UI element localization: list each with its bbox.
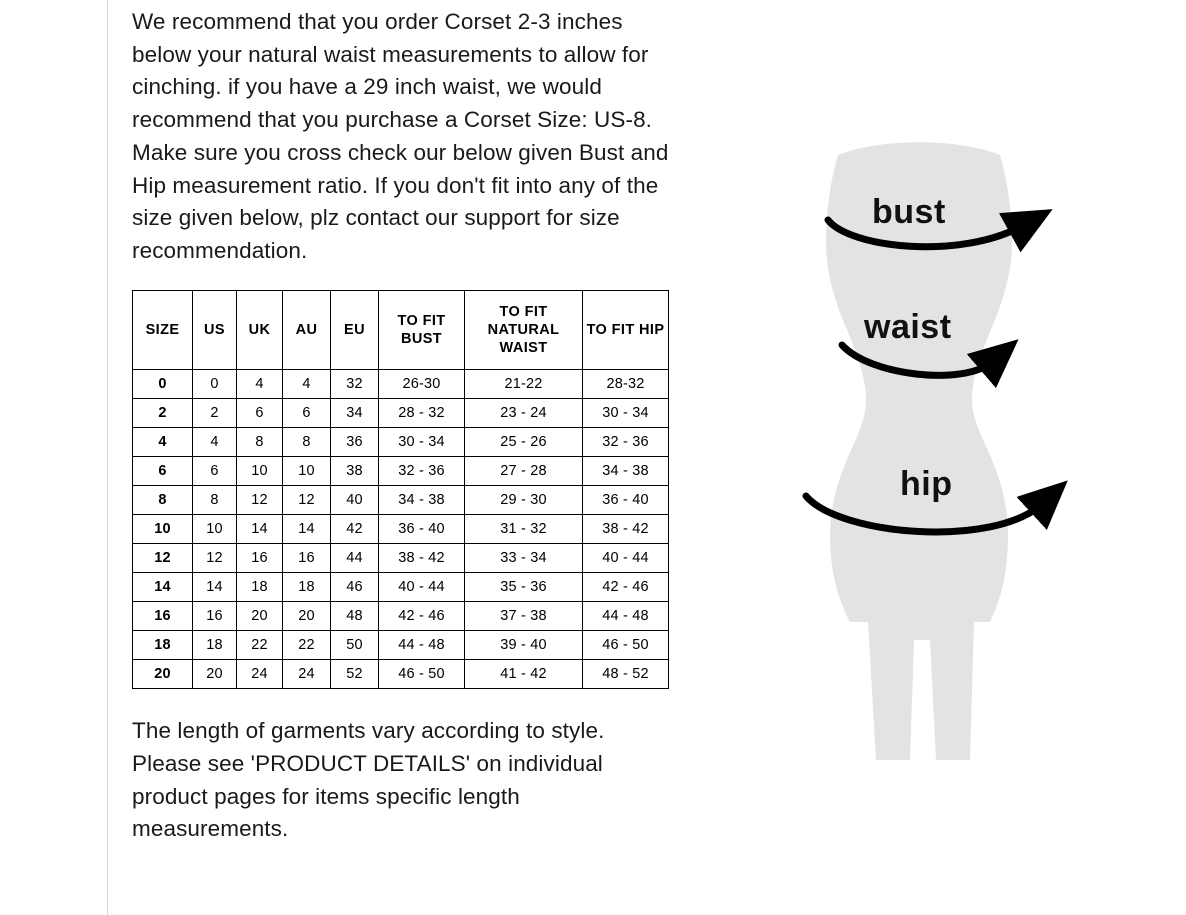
cell-eu: 48 <box>331 602 379 631</box>
cell-eu: 40 <box>331 486 379 515</box>
cell-au: 12 <box>283 486 331 515</box>
cell-natural-waist: 33 - 34 <box>465 544 583 573</box>
cell-natural-waist: 29 - 30 <box>465 486 583 515</box>
cell-bust: 28 - 32 <box>379 399 465 428</box>
cell-bust: 30 - 34 <box>379 428 465 457</box>
table-row <box>133 660 669 689</box>
cell-us: 0 <box>193 370 237 399</box>
cell-natural-waist: 37 - 38 <box>465 602 583 631</box>
cell-bust: 46 - 50 <box>379 660 465 689</box>
cell-hip: 42 - 46 <box>583 573 669 602</box>
cell-hip: 38 - 42 <box>583 515 669 544</box>
cell-natural-waist: 41 - 42 <box>465 660 583 689</box>
cell-bust: 34 - 38 <box>379 486 465 515</box>
cell-eu: 34 <box>331 399 379 428</box>
table-row <box>133 457 669 486</box>
column-header-uk: UK <box>237 291 283 370</box>
cell-size: 10 <box>133 515 193 544</box>
cell-us: 4 <box>193 428 237 457</box>
table-row <box>133 399 669 428</box>
cell-eu: 38 <box>331 457 379 486</box>
cell-us: 18 <box>193 631 237 660</box>
cell-hip: 32 - 36 <box>583 428 669 457</box>
cell-uk: 12 <box>237 486 283 515</box>
cell-size: 0 <box>133 370 193 399</box>
cell-uk: 20 <box>237 602 283 631</box>
cell-bust: 38 - 42 <box>379 544 465 573</box>
cell-au: 10 <box>283 457 331 486</box>
cell-size: 6 <box>133 457 193 486</box>
table-row <box>133 602 669 631</box>
table-row <box>133 370 669 399</box>
hip-label: hip <box>900 465 953 503</box>
body-silhouette-svg <box>760 100 1140 780</box>
table-row <box>133 573 669 602</box>
cell-size: 12 <box>133 544 193 573</box>
column-header-us: US <box>193 291 237 370</box>
cell-eu: 42 <box>331 515 379 544</box>
shoulder-fill <box>838 142 1000 163</box>
cell-natural-waist: 23 - 24 <box>465 399 583 428</box>
table-row <box>133 544 669 573</box>
cell-size: 4 <box>133 428 193 457</box>
cell-us: 12 <box>193 544 237 573</box>
cell-us: 6 <box>193 457 237 486</box>
cell-hip: 34 - 38 <box>583 457 669 486</box>
cell-hip: 46 - 50 <box>583 631 669 660</box>
column-header-natural-waist: TO FIT NATURAL WAIST <box>465 291 583 370</box>
cell-bust: 32 - 36 <box>379 457 465 486</box>
cell-size: 16 <box>133 602 193 631</box>
cell-uk: 18 <box>237 573 283 602</box>
cell-size: 18 <box>133 631 193 660</box>
cell-natural-waist: 39 - 40 <box>465 631 583 660</box>
cell-uk: 16 <box>237 544 283 573</box>
cell-hip: 48 - 52 <box>583 660 669 689</box>
cell-bust: 44 - 48 <box>379 631 465 660</box>
cell-uk: 10 <box>237 457 283 486</box>
cell-hip: 44 - 48 <box>583 602 669 631</box>
cell-au: 16 <box>283 544 331 573</box>
cell-us: 10 <box>193 515 237 544</box>
cell-natural-waist: 21-22 <box>465 370 583 399</box>
cell-uk: 6 <box>237 399 283 428</box>
cell-natural-waist: 35 - 36 <box>465 573 583 602</box>
cell-bust: 42 - 46 <box>379 602 465 631</box>
cell-hip: 36 - 40 <box>583 486 669 515</box>
text-and-table-column <box>132 0 692 868</box>
column-header-size: SIZE <box>133 291 193 370</box>
column-header-hip: TO FIT HIP <box>583 291 669 370</box>
outro-paragraph: The length of garments vary according to style. Please see 'PRODUCT DETAILS' on individual product pages for items specific length measurements. <box>132 718 605 842</box>
cell-natural-waist: 27 - 28 <box>465 457 583 486</box>
intro-paragraph: We recommend that you order Corset 2-3 inches below your natural waist measurements to allow for cinching. if you have a 29 inch waist, we would recommend that you purchase a Corset Size: US-8. Make sure you cross check our below given Bust and Hip measurement ratio. If you don't fit into any of the size given below, plz contact our support for size recommendation. <box>132 9 669 263</box>
cell-eu: 32 <box>331 370 379 399</box>
table-body <box>133 370 669 689</box>
cell-eu: 46 <box>331 573 379 602</box>
cell-au: 22 <box>283 631 331 660</box>
cell-us: 20 <box>193 660 237 689</box>
cell-uk: 8 <box>237 428 283 457</box>
cell-us: 2 <box>193 399 237 428</box>
cell-hip: 40 - 44 <box>583 544 669 573</box>
cell-au: 8 <box>283 428 331 457</box>
cell-size: 8 <box>133 486 193 515</box>
cell-au: 20 <box>283 602 331 631</box>
table-row <box>133 515 669 544</box>
cell-au: 14 <box>283 515 331 544</box>
cell-natural-waist: 31 - 32 <box>465 515 583 544</box>
bust-label: bust <box>872 193 946 231</box>
table-header-row <box>133 291 669 370</box>
waist-label: waist <box>864 308 952 346</box>
cell-uk: 24 <box>237 660 283 689</box>
cell-au: 24 <box>283 660 331 689</box>
table-row <box>133 631 669 660</box>
cell-au: 6 <box>283 399 331 428</box>
cell-size: 20 <box>133 660 193 689</box>
cell-eu: 52 <box>331 660 379 689</box>
cell-hip: 28-32 <box>583 370 669 399</box>
cell-uk: 14 <box>237 515 283 544</box>
cell-us: 16 <box>193 602 237 631</box>
cell-hip: 30 - 34 <box>583 399 669 428</box>
cell-us: 8 <box>193 486 237 515</box>
cell-bust: 26-30 <box>379 370 465 399</box>
column-header-eu: EU <box>331 291 379 370</box>
cell-us: 14 <box>193 573 237 602</box>
table-row <box>133 486 669 515</box>
cell-eu: 36 <box>331 428 379 457</box>
cell-au: 18 <box>283 573 331 602</box>
cell-uk: 22 <box>237 631 283 660</box>
cell-au: 4 <box>283 370 331 399</box>
column-header-bust: TO FIT BUST <box>379 291 465 370</box>
column-header-au: AU <box>283 291 331 370</box>
cell-size: 14 <box>133 573 193 602</box>
cell-bust: 36 - 40 <box>379 515 465 544</box>
size-chart-table <box>132 290 669 689</box>
cell-bust: 40 - 44 <box>379 573 465 602</box>
cell-size: 2 <box>133 399 193 428</box>
table-row <box>133 428 669 457</box>
body-measurement-diagram <box>760 100 1140 780</box>
left-margin-rule <box>107 0 108 915</box>
table-header <box>133 291 669 370</box>
cell-uk: 4 <box>237 370 283 399</box>
cell-eu: 50 <box>331 631 379 660</box>
cell-eu: 44 <box>331 544 379 573</box>
cell-natural-waist: 25 - 26 <box>465 428 583 457</box>
